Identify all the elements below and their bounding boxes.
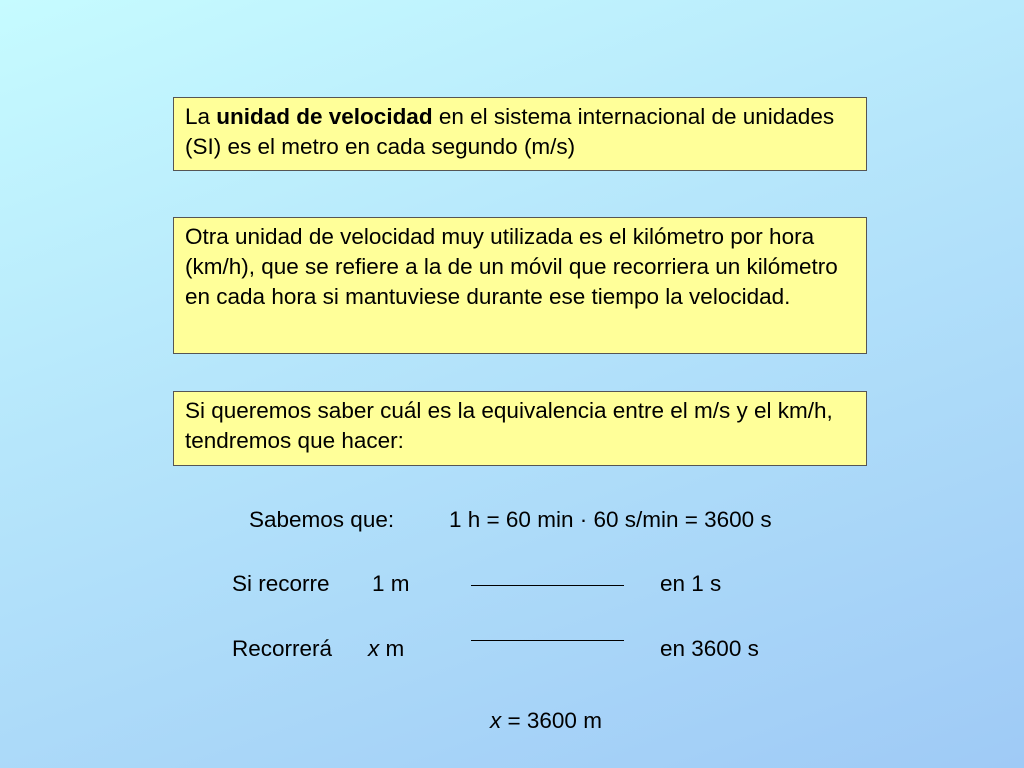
- kmh-unit-text: Otra unidad de velocidad muy utilizada es el kilómetro por hora (km/h), que se refiere a la de un móvil que recorriera un kilómetro en cada hora si mantuviese durante ese tiempo la velocidad.: [185, 224, 838, 309]
- result-rest: = 3600 m: [501, 708, 602, 733]
- si-unit-text-prefix: La: [185, 104, 217, 129]
- si-unit-bold-term: unidad de velocidad: [216, 104, 433, 129]
- row1-time: en 1 s: [660, 571, 722, 596]
- row2-label: Recorrerá: [232, 636, 333, 661]
- equivalence-text: Si queremos saber cuál es la equivalencia entre el m/s y el km/h, tendremos que hacer:: [185, 398, 833, 453]
- kmh-unit-textbox: [173, 217, 867, 354]
- result-variable: x: [490, 708, 502, 733]
- row2-variable: x: [368, 636, 380, 661]
- row1-rule: [471, 585, 624, 586]
- sabemos-label: Sabemos que:: [249, 507, 395, 532]
- row2-value: [368, 636, 404, 662]
- hour-equation: 1 h = 60 min · 60 s/min = 3600 s: [449, 507, 772, 532]
- result-equation: [490, 708, 602, 734]
- si-unit-textbox: [173, 97, 867, 171]
- row1-label: Si recorre: [232, 571, 330, 596]
- row2-rule: [471, 640, 624, 641]
- row1-value: 1 m: [372, 571, 410, 596]
- equivalence-textbox: [173, 391, 867, 466]
- si-unit-text-suffix: en el sistema internacional de unidades (SI) es el metro en cada segundo (m/s): [185, 104, 835, 159]
- row2-unit: m: [379, 636, 405, 661]
- row2-time: en 3600 s: [660, 636, 759, 661]
